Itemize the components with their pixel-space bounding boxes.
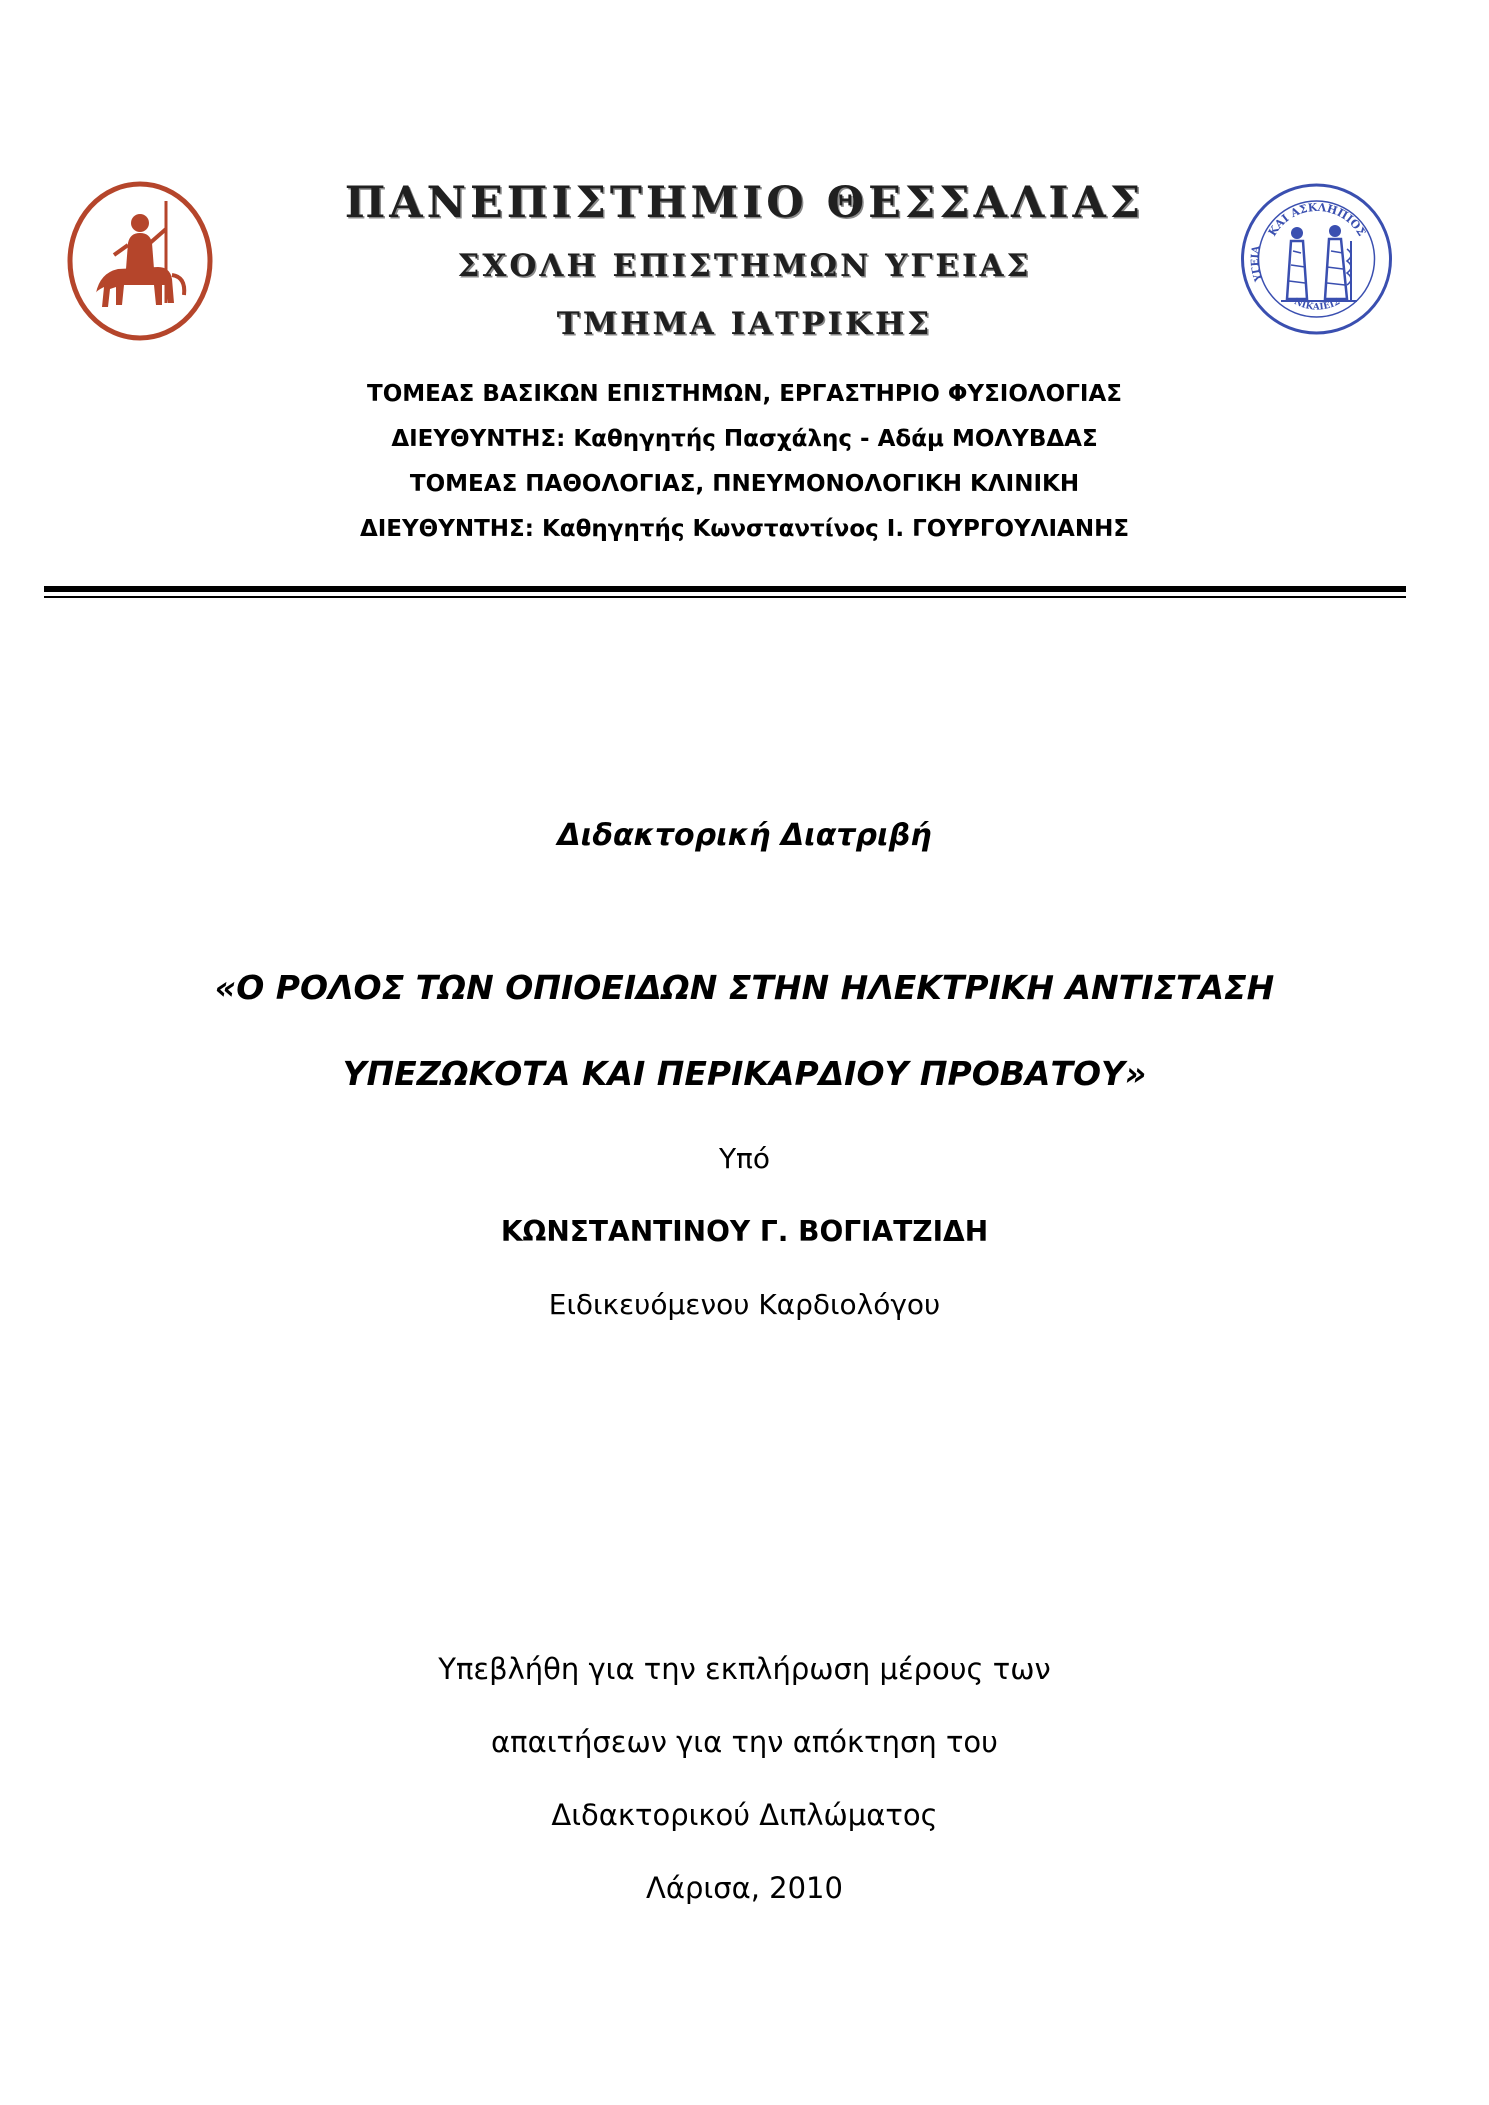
place-date: Λάρισα, 2010 (646, 1871, 843, 1905)
director-physiology: ΔΙΕΥΘΥΝΤΗΣ: Καθηγητής Πασχάλης - Αδάμ ΜΟΛΥΒΔΑΣ (391, 426, 1098, 452)
by-label: Υπό (718, 1142, 771, 1175)
seal-text-bottom: ΝΙΚΑΙΕΙΣ (1292, 297, 1342, 313)
submission-line-3: Διδακτορικού Διπλώματος (551, 1798, 938, 1832)
director-pulmonology: ΔΙΕΥΘΥΝΤΗΣ: Καθηγητής Κωνσταντίνος Ι. ΓΟΥΡΓΟΥΛΙΑΝΗΣ (359, 516, 1130, 542)
header-divider-thin (44, 596, 1406, 598)
author-role: Ειδικευόμενου Καρδιολόγου (548, 1288, 941, 1321)
header-divider-thick (44, 586, 1406, 592)
submission-line-2: απαιτήσεων για την απόκτηση του (491, 1725, 998, 1759)
seal-text-left: ΥΓΕΙΑ (1249, 244, 1265, 283)
school-name: ΣΧΟΛΗ ΕΠΙΣΤΗΜΩΝ ΥΓΕΙΑΣ (457, 248, 1032, 284)
author-name: ΚΩΝΣΤΑΝΤΙΝΟΥ Γ. ΒΟΓΙΑΤΖΙΔΗ (500, 1215, 989, 1248)
university-name: ΠΑΝΕΠΙΣΤΗΜΙΟ ΘΕΣΣΑΛΙΑΣ (344, 178, 1145, 228)
sector-basic-sciences: ΤΟΜΕΑΣ ΒΑΣΙΚΩΝ ΕΠΙΣΤΗΜΩΝ, ΕΡΓΑΣΤΗΡΙΟ ΦΥΣΙΟΛΟΓΙΑΣ (367, 381, 1122, 407)
thesis-title-line-2: ΥΠΕΖΩΚΟΤΑ ΚΑΙ ΠΕΡΙΚΑΡΔΙΟΥ ΠΡΟΒΑΤΟΥ» (342, 1054, 1147, 1093)
seal-text-top: ΚΑΙ ΑΣΚΛΗΠΙΟΣ (1265, 200, 1369, 239)
department-name: ΤΜΗΜΑ ΙΑΤΡΙΚΗΣ (556, 306, 933, 342)
thesis-type: Διδακτορική Διατριβή (557, 818, 932, 853)
thesis-title-line-1: «Ο ΡΟΛΟΣ ΤΩΝ ΟΠΙΟΕΙΔΩΝ ΣΤΗΝ ΗΛΕΚΤΡΙΚΗ ΑΝΤΙΣΤΑΣΗ (214, 968, 1275, 1007)
sector-pathology: ΤΟΜΕΑΣ ΠΑΘΟΛΟΓΙΑΣ, ΠΝΕΥΜΟΝΟΛΟΓΙΚΗ ΚΛΙΝΙΚΗ (409, 471, 1080, 497)
submission-line-1: Υπεβλήθη για την εκπλήρωση μέρους των (438, 1652, 1051, 1686)
